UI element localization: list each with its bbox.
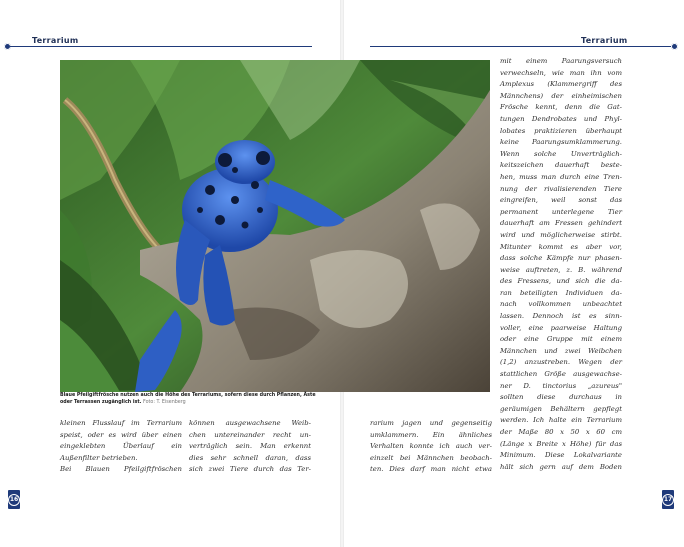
text-line: nach vollkommen unbeachtet — [500, 300, 622, 309]
text-line: Frösche kennt, denn die Gat- — [500, 103, 622, 112]
text-line: verwechseln, wie man ihn vom — [500, 68, 622, 77]
text-line: stattlichen Größe ausgewachse- — [500, 370, 622, 379]
text-line: Außenfilter betrieben. — [60, 453, 138, 462]
text-line: hält sich gern auf dem Boden — [500, 462, 622, 471]
text-line: wird und möglicherweise stirbt. — [500, 230, 622, 239]
right-column-1 — [370, 418, 492, 476]
text-line: dies sehr schnell daran, dass — [189, 453, 311, 462]
text-line: nung der rivalisierenden Tiere — [500, 184, 622, 193]
running-header-right: Terrarium — [581, 36, 628, 45]
text-line: lassen. Dennoch ist es sinn- — [500, 312, 622, 321]
text-line: sollten diese durchaus in — [500, 393, 622, 402]
caption-line-1: Blaue Pfeilgiftfrösche nutzen auch die Höhe des Terrariums, sofern diese durch Pflanzen, Äste — [60, 393, 316, 398]
running-header-left: Terrarium — [32, 36, 79, 45]
text-line: sich zwei Tiere durch das Ter- — [189, 465, 311, 474]
text-line: dass solche Kämpfe nur phasen- — [500, 254, 622, 263]
text-line: einzelt bei Männchen beobach- — [370, 453, 492, 462]
text-line: speist, oder es wird über einen — [60, 430, 182, 439]
page-number-badge: 16 — [8, 494, 20, 506]
text-line: (Länge x Breite x Höhe) für das — [500, 439, 622, 448]
text-line: eingeklebten Überlauf ein — [60, 442, 182, 451]
text-line: ten. Dies darf man nicht etwa — [370, 465, 492, 474]
text-line: können ausgewachsene Weib- — [189, 419, 311, 427]
page-number-badge: 17 — [662, 494, 674, 506]
page-number-left — [8, 490, 20, 509]
header-rule-right — [370, 46, 672, 47]
text-line: ner D. tinctorius „azureus" — [500, 381, 622, 390]
text-line: tungen Dendrobates und Phyl- — [500, 114, 622, 123]
text-line: keitszeichen dauerhaft beste- — [500, 161, 622, 170]
text-line: oder eine Gruppe mit einem — [500, 335, 622, 344]
header-bullet-right-icon — [671, 43, 678, 50]
left-column-2 — [189, 418, 311, 476]
text-line: voller, eine paarweise Haltung — [500, 323, 622, 332]
text-line: Amplexus (Klammergriff des — [500, 80, 622, 89]
text-line: Wenn solche Unverträglich- — [500, 149, 622, 158]
text-line: (1,2) anzustreben. Wegen der — [500, 358, 622, 367]
text-line: Mitunter kommt es aber vor, — [500, 242, 622, 251]
text-line: Männchen und zwei Weibchen — [500, 346, 622, 355]
blue-poison-dart-frog-photo — [60, 60, 490, 392]
text-line: des Fressens, und sich die da- — [500, 277, 622, 286]
text-line: geräumigen Behältern gepflegt — [500, 404, 622, 413]
header-rule-left — [10, 46, 312, 47]
left-column-1 — [60, 418, 182, 476]
text-line: verträglich sein. Man erkennt — [189, 442, 311, 451]
text-line: Verhalten konnte ich auch ver- — [370, 442, 492, 451]
photo-credit: Foto: T. Eisenberg — [143, 399, 186, 405]
text-line: der Maße 80 x 50 x 60 cm — [500, 428, 622, 436]
text-line: lobates praktizieren überhaupt — [500, 126, 622, 135]
text-line: werden. Ich halte ein Terrarium — [500, 416, 622, 425]
text-line: Männchens) der einheimischen — [500, 91, 622, 100]
text-line: kleinen Flusslauf im Terrarium — [60, 419, 182, 427]
text-line: umklammern. Ein ähnliches — [370, 430, 492, 439]
text-line: weise auftreten, z. B. während — [500, 265, 622, 274]
text-line: Minimum. Diese Lokalvariante — [500, 451, 622, 460]
text-line: chen untereinander recht un- — [189, 430, 311, 439]
text-line: mit einem Paarungsversuch — [500, 57, 622, 65]
text-line: permanent unterlegene Tier — [500, 207, 622, 216]
page-number-right — [662, 490, 674, 509]
text-line: Bei Blauen Pfeilgiftfröschen — [60, 465, 182, 474]
caption-line-2: oder Terrassen zugänglich ist. — [60, 399, 142, 405]
text-line: rarium jagen und gegenseitig — [370, 419, 492, 427]
text-line: eingreifen, weil sonst das — [500, 196, 622, 205]
text-line: hen, muss man durch eine Tren- — [500, 172, 622, 181]
frog-photo — [60, 60, 490, 392]
photo-caption — [60, 393, 340, 406]
right-column-2 — [500, 56, 622, 473]
text-line: dauerhaft am Fressen gehindert — [500, 219, 622, 228]
text-line: keine Paarungsumklammerung. — [500, 138, 622, 147]
text-line: ran beteiligten Individuen da- — [500, 288, 622, 297]
